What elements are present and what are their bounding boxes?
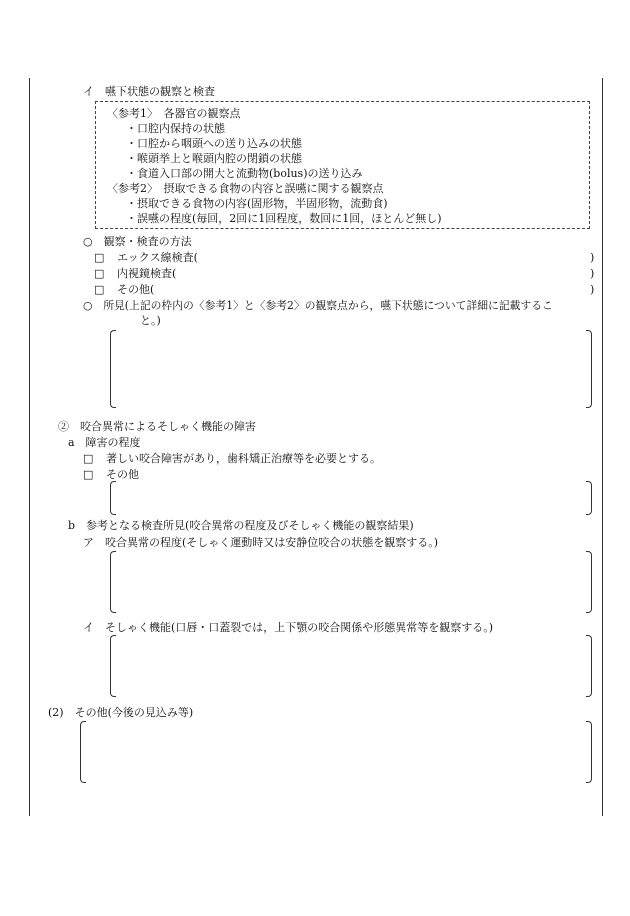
severe-occlusion-label: 著しい咬合障害があり，歯科矯正治療等を必要とする。 — [106, 452, 381, 465]
ref1-item: ・喉頭挙上と喉頭内腔の閉鎖の状態 — [126, 152, 302, 165]
ref2-item: ・摂取できる食物の内容(固形物，半固形物，流動食) — [126, 197, 388, 210]
findings-text: ○ 所見(上記の枠内の〈参考1〉と〈参考2〉の観察点から，嚥下状態について詳細に記載するこ — [83, 299, 553, 312]
section-i-title: イ 嚥下状態の観察と検査 — [83, 85, 215, 98]
method-label-endoscope: 内視鏡検査( — [117, 267, 177, 280]
method-label-xray: エックス線検査( — [117, 251, 198, 264]
other-degree-checkbox[interactable]: □ — [83, 468, 94, 481]
findings-entry-area[interactable] — [110, 330, 592, 408]
occlusion-degree-heading: ア 咬合異常の程度(そしゃく運動時又は安静位咬合の状態を観察する。) — [83, 536, 439, 549]
method-title: ○ 観察・検査の方法 — [83, 235, 192, 248]
mastication-function-entry-area[interactable] — [110, 635, 592, 697]
right-border-line — [602, 78, 603, 816]
method-close-paren: ) — [590, 251, 595, 264]
ref1-item: ・口腔内保持の状態 — [126, 122, 225, 135]
method-checkbox-xray[interactable]: □ — [94, 251, 105, 264]
method-close-paren: ) — [590, 283, 595, 296]
severe-occlusion-checkbox[interactable]: □ — [83, 452, 94, 465]
left-border-line — [29, 78, 30, 816]
subsection-a-title: a 障害の程度 — [68, 436, 141, 449]
ref1-heading: 〈参考1〉 各器官の観察点 — [107, 107, 241, 120]
findings-text-cont: と。) — [140, 314, 161, 327]
ref2-item: ・誤嚥の程度(毎回，2回に1回程度，数回に1回，ほとんど無し) — [126, 212, 442, 225]
method-checkbox-endoscope[interactable]: □ — [94, 267, 105, 280]
ref2-heading: 〈参考2〉 摂取できる食物の内容と誤嚥に関する観察点 — [107, 182, 384, 195]
subsection-b-title: b 参考となる検査所見(咬合異常の程度及びそしゃく機能の観察結果) — [68, 519, 414, 532]
other-prognosis-entry-area[interactable] — [80, 721, 592, 783]
method-checkbox-other[interactable]: □ — [94, 283, 105, 296]
other-degree-label: その他 — [106, 468, 139, 481]
ref1-item: ・食道入口部の開大と流動物(bolus)の送り込み — [126, 167, 363, 180]
occlusion-degree-entry-area[interactable] — [110, 551, 592, 613]
method-label-other: その他( — [117, 283, 155, 296]
section-2-title: ② 咬合異常によるそしゃく機能の障害 — [58, 420, 256, 433]
other-prognosis-title: (2) その他(今後の見込み等) — [48, 706, 194, 719]
mastication-function-heading: イ そしゃく機能(口唇・口蓋裂では，上下顎の咬合関係や形態異常等を観察する。) — [83, 621, 494, 634]
ref1-item: ・口腔から咽頭への送り込みの状態 — [126, 137, 302, 150]
method-close-paren: ) — [590, 267, 595, 280]
other-degree-entry-area[interactable] — [110, 481, 592, 515]
